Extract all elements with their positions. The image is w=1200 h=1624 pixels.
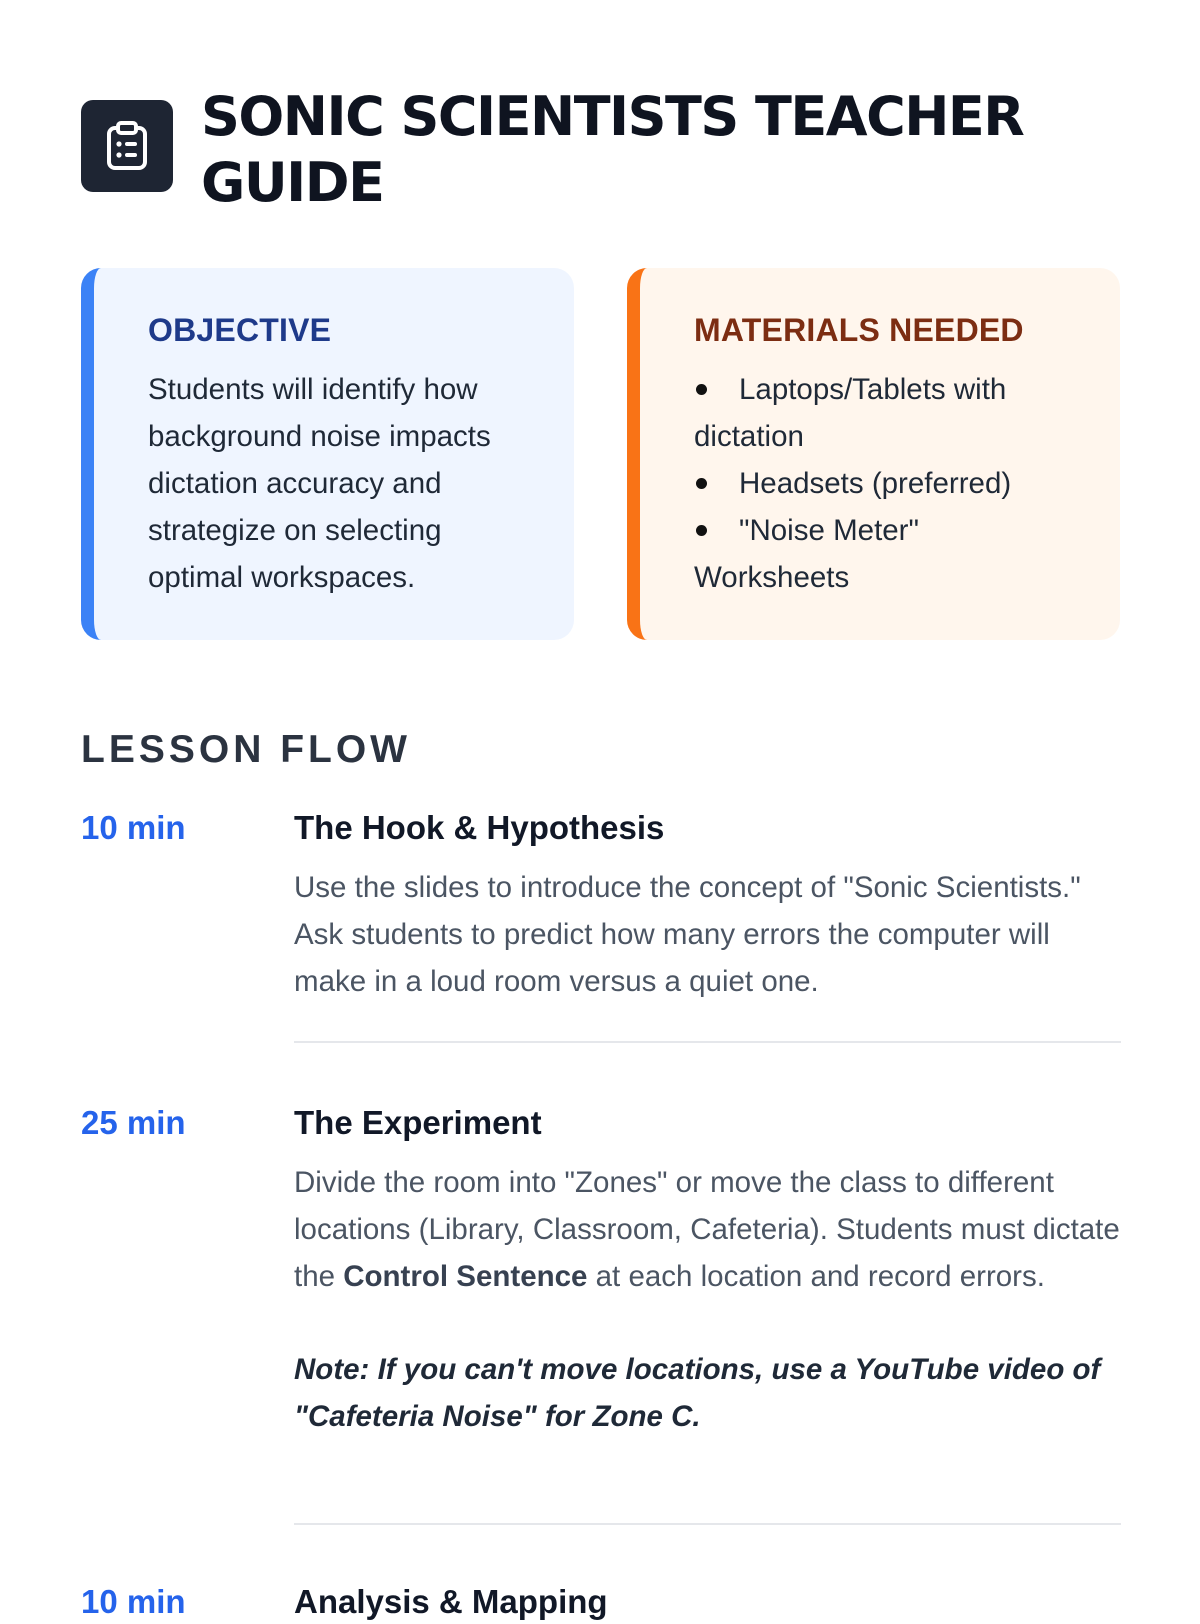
step-description-text: Divide the room into "Zones" or move the class to different locations (Library, Classroom, Cafeteria). Students must dictate the bbox=[294, 1166, 1120, 1293]
page-title: SONIC SCIENTISTS TEACHER GUIDE bbox=[201, 85, 1024, 214]
objective-title: OBJECTIVE bbox=[148, 312, 332, 348]
step-time: 10 min bbox=[81, 1583, 186, 1620]
bullet-icon bbox=[696, 478, 707, 489]
materials-item-label: Headsets (preferred) bbox=[739, 467, 1012, 500]
objective-card bbox=[81, 268, 574, 640]
step-title: The Experiment bbox=[294, 1104, 542, 1141]
control-sentence-term: Control Sentence bbox=[343, 1260, 588, 1293]
step-content bbox=[294, 806, 1121, 1005]
step-content bbox=[294, 1101, 1121, 1440]
bullet-icon bbox=[696, 525, 707, 536]
lesson-flow-heading: LESSON FLOW bbox=[81, 728, 411, 771]
clipboard-icon bbox=[81, 100, 173, 192]
materials-item-label: Laptops/Tablets with dictation bbox=[694, 373, 1007, 453]
step-divider bbox=[294, 1041, 1121, 1043]
materials-card bbox=[627, 268, 1120, 640]
step-time: 25 min bbox=[81, 1104, 186, 1141]
materials-item bbox=[694, 507, 1080, 601]
step-title: The Hook & Hypothesis bbox=[294, 809, 665, 846]
materials-item bbox=[694, 366, 1080, 460]
step-description bbox=[294, 1159, 1121, 1300]
materials-item bbox=[694, 460, 1080, 507]
materials-item-label: "Noise Meter" Worksheets bbox=[694, 514, 919, 594]
step-note: Note: If you can't move locations, use a YouTube video of "Cafeteria Noise" for Zone C. bbox=[294, 1353, 1101, 1433]
bullet-icon bbox=[696, 384, 707, 395]
step-content bbox=[294, 1580, 1121, 1624]
step-title: Analysis & Mapping bbox=[294, 1583, 608, 1620]
step-description-text: at each location and record errors. bbox=[587, 1260, 1045, 1293]
step-divider bbox=[294, 1523, 1121, 1525]
page-header bbox=[81, 84, 1121, 216]
step-time: 10 min bbox=[81, 809, 186, 846]
objective-text: Students will identify how background noise impacts dictation accuracy and strategize on selecting optimal workspaces. bbox=[148, 373, 491, 594]
materials-list bbox=[694, 366, 1080, 601]
materials-title: MATERIALS NEEDED bbox=[694, 312, 1024, 348]
step-description: Use the slides to introduce the concept of "Sonic Scientists." Ask students to predict how many errors the computer will make in a loud room versus a quiet one. bbox=[294, 871, 1081, 998]
